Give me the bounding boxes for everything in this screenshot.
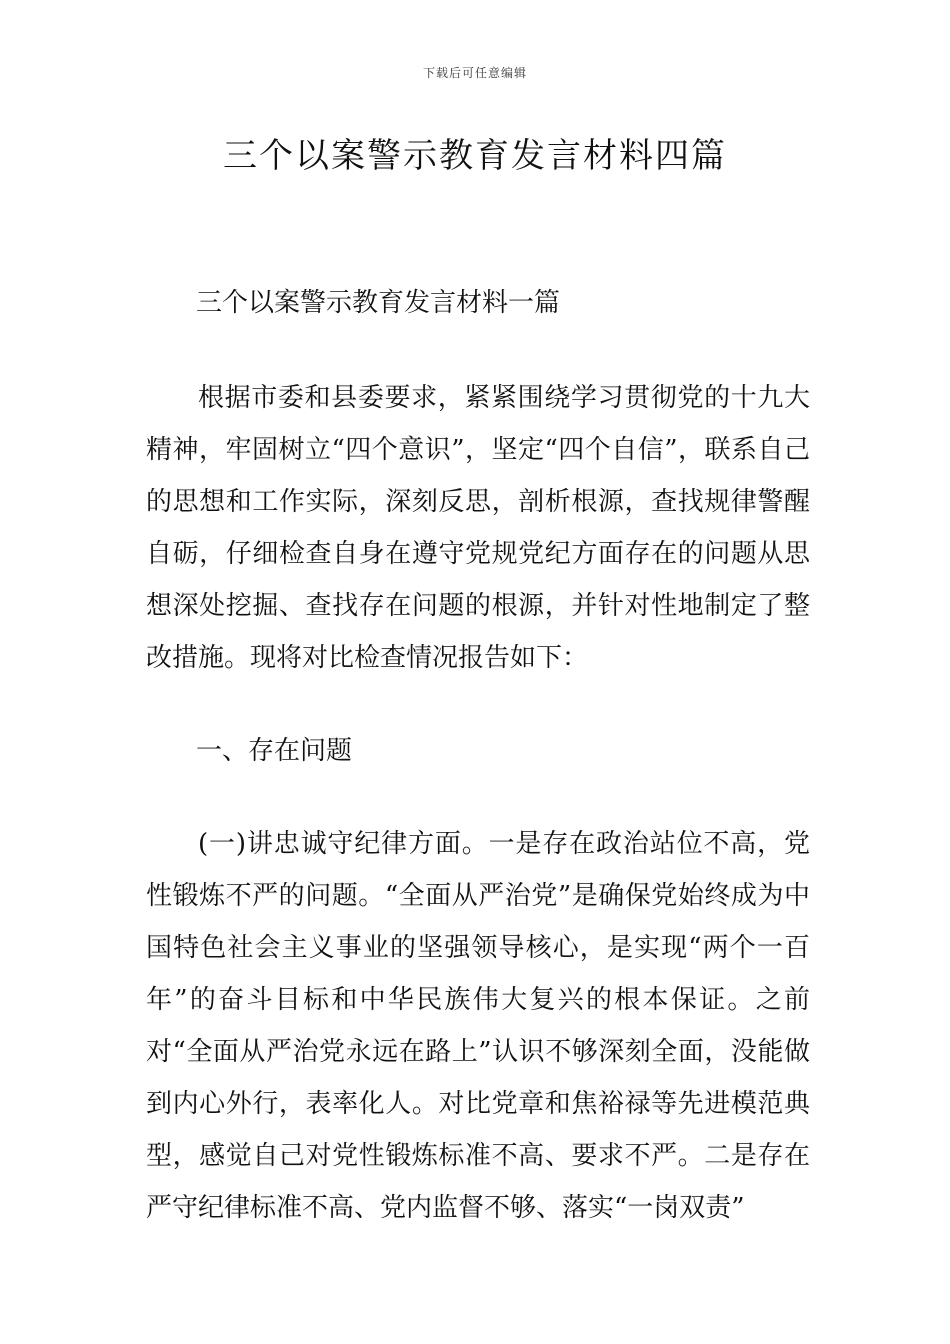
header-note: 下载后可任意编辑 — [422, 66, 527, 80]
body-paragraph: (一)讲忠诚守纪律方面。一是存在政治站位不高，党性锻炼不严的问题。“全面从严治党”是确保党始终成为中国特色社会主义事业的坚强领导核心，是实现“两个一百年”的奋斗目标和中华民族伟大复兴的根本保证。之前对“全面从严治党永远在路上”认识不够深刻全面，没能做到内心外行，表率化人。对比党章和焦裕禄等先进模范典型，感觉自己对党性锻炼标准不高、要求不严。二是存在严守纪律标准不高、党内监督不够、落实“一岗双责” — [146, 829, 810, 1223]
section-subtitle: 三个以案警示教育发言材料一篇 — [196, 288, 561, 318]
section-heading: 一、存在问题 — [196, 736, 353, 766]
intro-paragraph: 根据市委和县委要求，紧紧围绕学习贯彻党的十九大精神，牢固树立“四个意识”，坚定“四个自信”，联系自己的思想和工作实际，深刻反思，剖析根源，查找规律警醒自砺，仔细检查自身在遵守党规党纪方面存在的问题从思想深处挖掘、查找存在问题的根源，并针对性地制定了整改措施。现将对比检查情况报告如下： — [146, 383, 810, 673]
document-title: 三个以案警示教育发言材料四篇 — [223, 136, 727, 176]
